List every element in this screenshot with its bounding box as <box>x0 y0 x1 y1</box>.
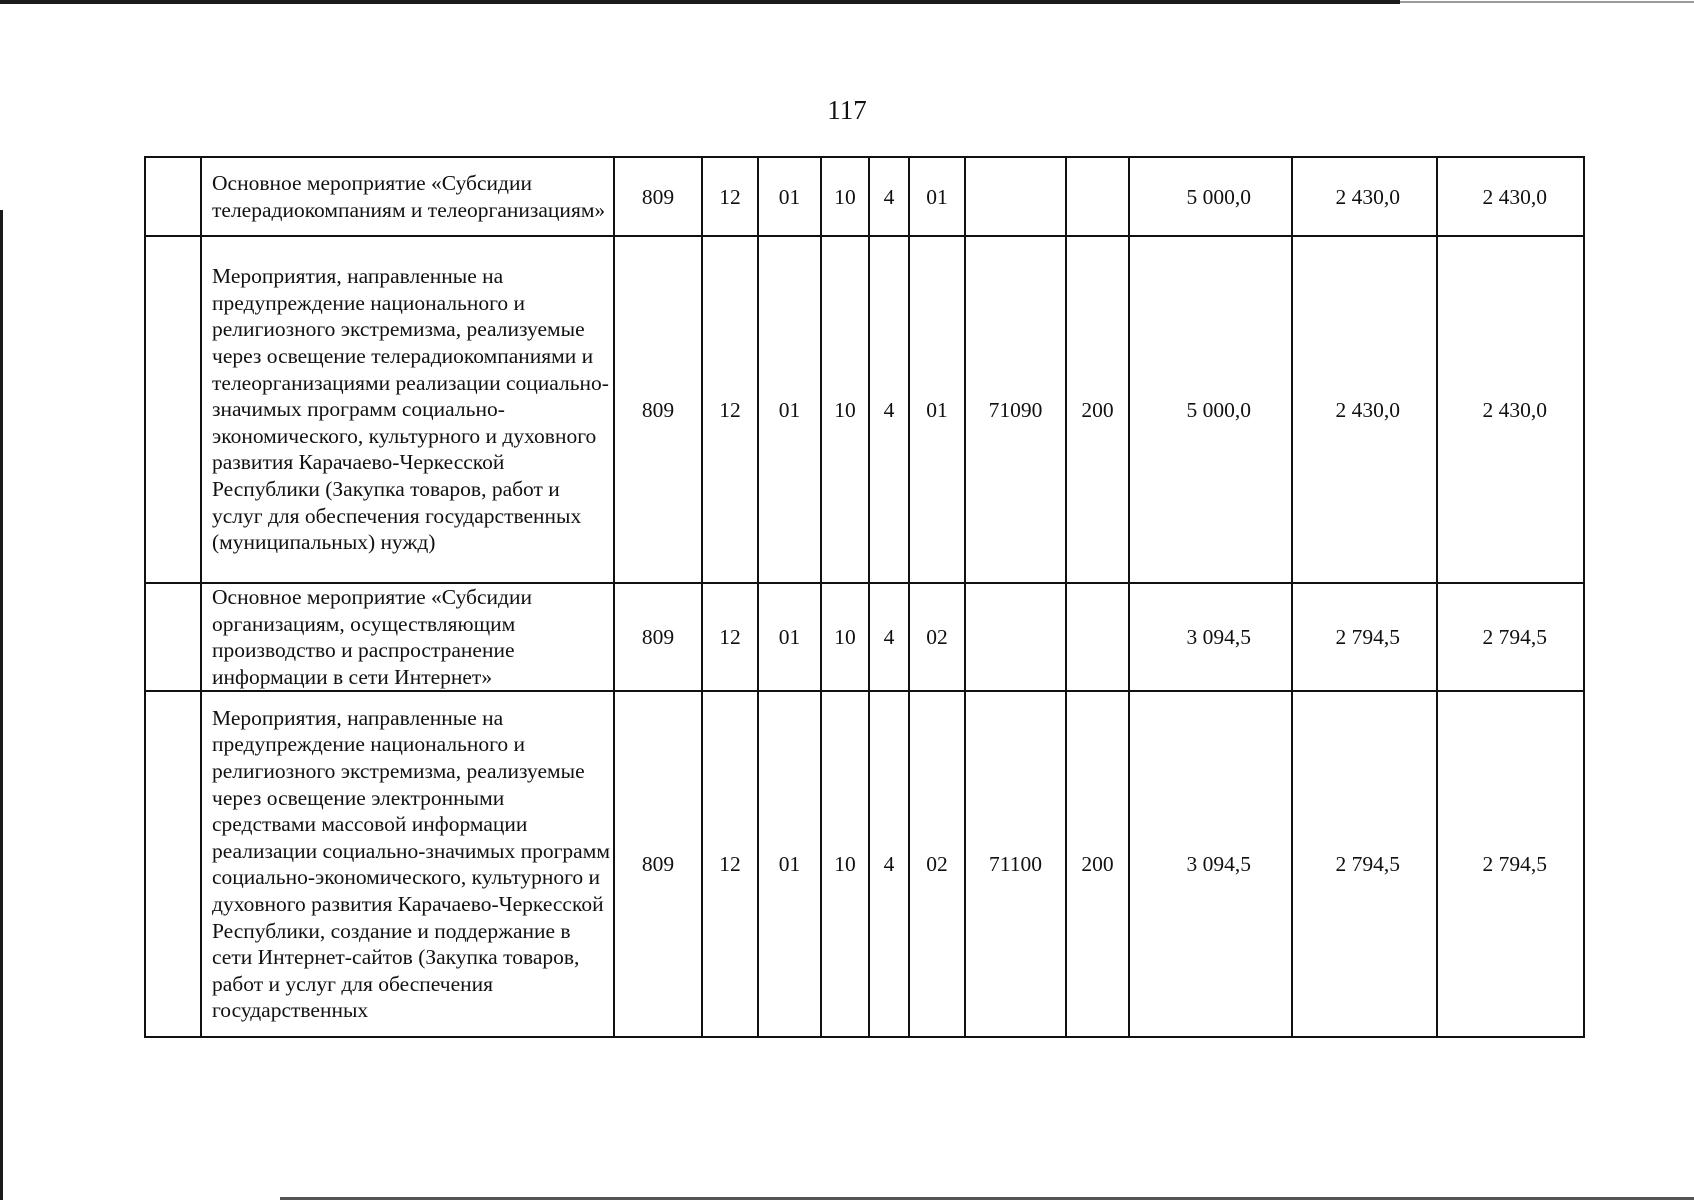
ved-code-cell: 809 <box>614 583 702 691</box>
direction-code-cell <box>965 583 1066 691</box>
main-activity-code-cell: 02 <box>909 691 965 1037</box>
amount-year3-cell: 2 794,5 <box>1437 691 1584 1037</box>
row-number-cell <box>145 691 201 1037</box>
section-code-cell: 12 <box>702 691 758 1037</box>
amount-year2-cell: 2 794,5 <box>1292 691 1437 1037</box>
row-number-cell <box>145 583 201 691</box>
section-code-cell: 12 <box>702 583 758 691</box>
subprogram-code-cell: 4 <box>869 236 909 583</box>
row-name-cell: Мероприятия, направленные на предупреждение национального и религиозного экстремизма, реализуемые через освещение электронными средствами массовой информации реализации социально-значимых программ социально-экономического, культурного и духовного развития Карачаево-Черкесской Республики, создание и поддержание в сети Интернет-сайтов (Закупка товаров, работ и услуг для обеспечения государственных <box>201 691 614 1037</box>
subsection-code-cell: 01 <box>758 583 821 691</box>
expense-type-cell <box>1066 583 1129 691</box>
row-name-cell: Основное мероприятие «Субсидии телерадиокомпаниям и телеорганизациям» <box>201 157 614 236</box>
program-code-cell: 10 <box>821 236 869 583</box>
amount-year1-cell: 3 094,5 <box>1129 691 1292 1037</box>
direction-code-cell <box>965 157 1066 236</box>
subprogram-code-cell: 4 <box>869 157 909 236</box>
ved-code-cell: 809 <box>614 691 702 1037</box>
section-code-cell: 12 <box>702 157 758 236</box>
main-activity-code-cell: 01 <box>909 157 965 236</box>
budget-table <box>144 156 1585 1038</box>
ved-code-cell: 809 <box>614 236 702 583</box>
subsection-code-cell: 01 <box>758 691 821 1037</box>
main-activity-code-cell: 01 <box>909 236 965 583</box>
amount-year3-cell: 2 430,0 <box>1437 157 1584 236</box>
ved-code-cell: 809 <box>614 157 702 236</box>
amount-year3-cell: 2 794,5 <box>1437 583 1584 691</box>
amount-year2-cell: 2 430,0 <box>1292 157 1437 236</box>
amount-year2-cell: 2 430,0 <box>1292 236 1437 583</box>
row-name-cell: Основное мероприятие «Субсидии организациям, осуществляющим производство и распространение информации в сети Интернет» <box>201 583 614 691</box>
direction-code-cell: 71100 <box>965 691 1066 1037</box>
table-row <box>145 236 1584 583</box>
expense-type-cell: 200 <box>1066 236 1129 583</box>
main-activity-code-cell: 02 <box>909 583 965 691</box>
direction-code-cell: 71090 <box>965 236 1066 583</box>
row-number-cell <box>145 236 201 583</box>
section-code-cell: 12 <box>702 236 758 583</box>
program-code-cell: 10 <box>821 583 869 691</box>
amount-year3-cell: 2 430,0 <box>1437 236 1584 583</box>
table-row <box>145 691 1584 1037</box>
subsection-code-cell: 01 <box>758 236 821 583</box>
row-number-cell <box>145 157 201 236</box>
amount-year2-cell: 2 794,5 <box>1292 583 1437 691</box>
subprogram-code-cell: 4 <box>869 583 909 691</box>
scan-edge-left <box>0 210 3 1200</box>
page-number: 117 <box>827 95 867 125</box>
subprogram-code-cell: 4 <box>869 691 909 1037</box>
table-row <box>145 157 1584 236</box>
scan-edge-top <box>0 0 1400 4</box>
program-code-cell: 10 <box>821 157 869 236</box>
expense-type-cell <box>1066 157 1129 236</box>
program-code-cell: 10 <box>821 691 869 1037</box>
row-name-cell: Мероприятия, направленные на предупреждение национального и религиозного экстремизма, реализуемые через освещение телерадиокомпаниями и телеорганизациями реализации социально-значимых программ социально-экономического, культурного и духовного развития Карачаево-Черкесской Республики (Закупка товаров, работ и услуг для обеспечения государственных (муниципальных) нужд) <box>201 236 614 583</box>
subsection-code-cell: 01 <box>758 157 821 236</box>
amount-year1-cell: 5 000,0 <box>1129 236 1292 583</box>
amount-year1-cell: 3 094,5 <box>1129 583 1292 691</box>
amount-year1-cell: 5 000,0 <box>1129 157 1292 236</box>
scan-edge-top-faint <box>1400 1 1694 3</box>
expense-type-cell: 200 <box>1066 691 1129 1037</box>
table-row <box>145 583 1584 691</box>
